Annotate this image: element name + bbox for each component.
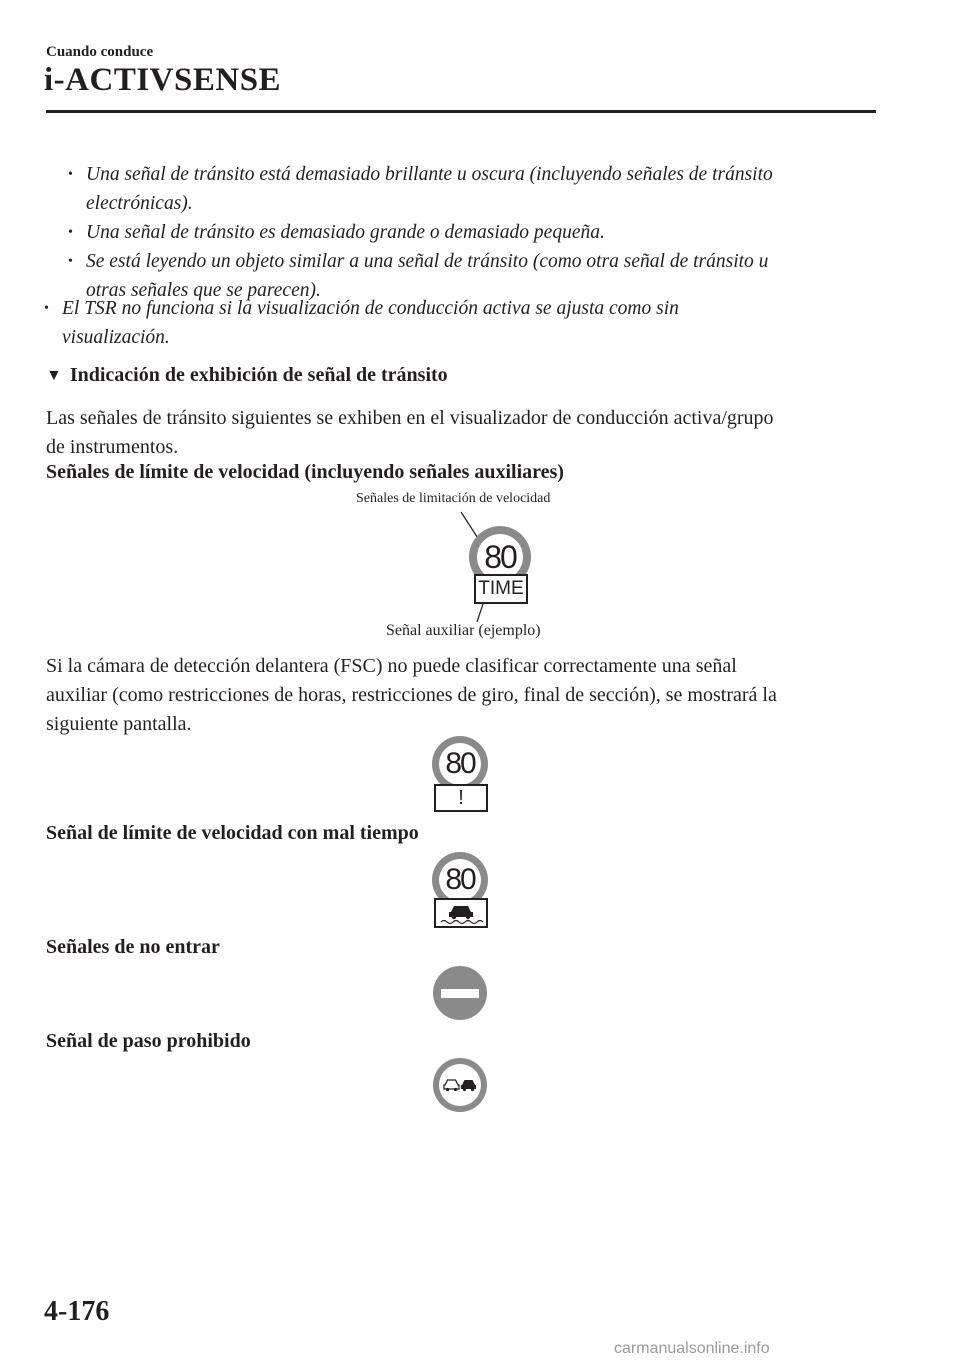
aux-plate-wet-road [434, 898, 488, 928]
fsc-line2: auxiliar (como restricciones de horas, restricciones de giro, final de sección), se mostrará la [46, 684, 777, 706]
triangle-down-icon: ▼ [46, 367, 62, 384]
fsc-line1: Si la cámara de detección delantera (FSC) no puede clasificar correctamente una señal [46, 655, 737, 677]
bullet-dot-icon: • [68, 225, 73, 240]
speed-limit-title: Señales de límite de velocidad (incluyendo señales auxiliares) [46, 461, 564, 483]
no-entry-title: Señales de no entrar [46, 936, 220, 958]
bullet-sub-1-line2: electrónicas). [86, 193, 193, 214]
aux-plate-unknown: ! [434, 784, 488, 812]
section-heading [46, 364, 448, 387]
aux-plate-time: TIME [474, 574, 528, 604]
fsc-line3: siguiente pantalla. [46, 713, 192, 735]
bullet-sub-3-line1: Se está leyendo un objeto similar a una señal de tránsito (como otra señal de tránsito u [86, 251, 769, 272]
section-heading-text: Indicación de exhibición de señal de tránsito [69, 364, 448, 386]
no-entry-sign-icon [433, 966, 487, 1020]
bad-weather-title: Señal de límite de velocidad con mal tiempo [46, 822, 419, 844]
section-label: Cuando conduce [46, 44, 154, 60]
speed-limit-value: 80 [439, 743, 481, 785]
fsc-paragraph [46, 652, 876, 739]
bullet-dot-icon: • [68, 167, 73, 182]
intro-paragraph [46, 404, 876, 462]
bullet-sub-2-line1: Una señal de tránsito es demasiado grande o demasiado pequeña. [86, 222, 605, 243]
bullet-main-line1: El TSR no funciona si la visualización de conducción activa se ajusta como sin [62, 298, 679, 319]
bullet-sub-2 [70, 218, 870, 247]
watermark: carmanualsonline.info [614, 1340, 770, 1357]
bullet-dot-icon: • [68, 254, 73, 269]
bullet-sub-1 [70, 160, 870, 218]
speed-limit-value: 80 [477, 534, 523, 580]
page-title: i-ACTIVSENSE [44, 62, 282, 98]
no-passing-title: Señal de paso prohibido [46, 1030, 251, 1052]
speed-limit-value: 80 [439, 859, 481, 901]
callout-speed-sign-label: Señales de limitación de velocidad [356, 491, 551, 506]
bullet-sub-3-line2: otras señales que se parecen). [86, 280, 321, 301]
intro-line1: Las señales de tránsito siguientes se exhiben en el visualizador de conducción activa/grupo [46, 407, 774, 429]
no-entry-bar [441, 989, 479, 998]
header-divider [46, 110, 876, 113]
callout-aux-sign-label: Señal auxiliar (ejemplo) [386, 622, 541, 639]
no-passing-sign-inner [439, 1064, 481, 1106]
two-cars-icon [442, 1075, 478, 1095]
bullet-main-line2: visualización. [62, 327, 170, 348]
bullet-main [46, 294, 866, 352]
wet-road-car-icon [437, 901, 485, 925]
intro-line2: de instrumentos. [46, 436, 179, 458]
bullet-sub-1-line1: Una señal de tránsito está demasiado brillante u oscura (incluyendo señales de tránsito [86, 164, 773, 185]
no-passing-sign [433, 1058, 487, 1112]
bullet-dot-icon: • [44, 301, 49, 316]
page-number: 4-176 [44, 1296, 110, 1327]
